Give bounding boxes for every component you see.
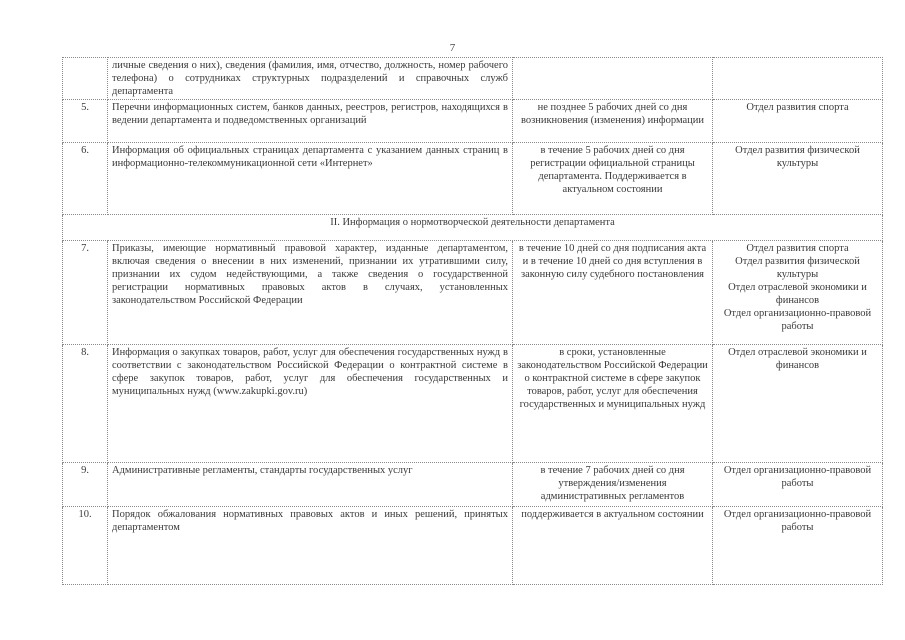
info-cell: Приказы, имеющие нормативный правовой характер, изданные департаментом, включая сведения о внесении в них изменений, признании их утратившими силу, признании их судом недействующими, а также сведения о государственной регистрации нормативных правовых актов в случаях, установленных законодательством Российской Федерации: [108, 241, 513, 345]
responsible-cell: [713, 58, 883, 100]
info-cell: Порядок обжалования нормативных правовых актов и иных решений, принятых департаментом: [108, 507, 513, 585]
deadline-cell: поддерживается в актуальном состоянии: [513, 507, 713, 585]
table-row: [63, 241, 883, 345]
table-row: [63, 143, 883, 215]
responsible-cell: Отдел развития спорта: [713, 100, 883, 143]
deadline-cell: не позднее 5 рабочих дней со дня возникновения (изменения) информации: [513, 100, 713, 143]
section-heading: II. Информация о нормотворческой деятельности департамента: [63, 215, 883, 241]
disclosure-table: [62, 57, 883, 585]
info-cell: личные сведения о них), сведения (фамилия, имя, отчество, должность, номер рабочего телефона) о сотрудниках структурных подразделений и справочных служб департамента: [108, 58, 513, 100]
row-number: [63, 58, 108, 100]
info-cell: Информация о закупках товаров, работ, услуг для обеспечения государственных нужд в соответствии с законодательством Российской Федерации о контрактной системе в сфере закупок товаров, работ, услуг для обеспечения государственных и муниципальных нужд (www.zakupki.gov.ru): [108, 345, 513, 463]
table-row: [63, 100, 883, 143]
deadline-cell: в течение 10 дней со дня подписания акта и в течение 10 дней со дня вступления в законную силу судебного постановления: [513, 241, 713, 345]
deadline-cell: [513, 58, 713, 100]
info-cell: Перечни информационных систем, банков данных, реестров, регистров, находящихся в ведении департамента и подведомственных организаций: [108, 100, 513, 143]
row-number: 5.: [63, 100, 108, 143]
row-number: 10.: [63, 507, 108, 585]
row-number: 6.: [63, 143, 108, 215]
section-row: [63, 215, 883, 241]
table-row: [63, 58, 883, 100]
deadline-cell: в течение 7 рабочих дней со дня утверждения/изменения административных регламентов: [513, 463, 713, 507]
responsible-cell: Отдел организационно-правовой работы: [713, 507, 883, 585]
row-number: 9.: [63, 463, 108, 507]
info-cell: Информация об официальных страницах департамента с указанием данных страниц в информационно-телекоммуникационной сети «Интернет»: [108, 143, 513, 215]
responsible-cell: Отдел развития спорта Отдел развития физической культуры Отдел отраслевой экономики и финансов Отдел организационно-правовой работы: [713, 241, 883, 345]
responsible-cell: Отдел отраслевой экономики и финансов: [713, 345, 883, 463]
table-row: [63, 345, 883, 463]
table-row: [63, 507, 883, 585]
responsible-cell: Отдел организационно-правовой работы: [713, 463, 883, 507]
responsible-cell: Отдел развития физической культуры: [713, 143, 883, 215]
row-number: 8.: [63, 345, 108, 463]
deadline-cell: в течение 5 рабочих дней со дня регистрации официальной страницы департамента. Поддерживается в актуальном состоянии: [513, 143, 713, 215]
deadline-cell: в сроки, установленные законодательством Российской Федерации о контрактной системе в сфере закупок товаров, работ, услуг для обеспечения государственных и муниципальных нужд: [513, 345, 713, 463]
info-cell: Административные регламенты, стандарты государственных услуг: [108, 463, 513, 507]
table-row: [63, 463, 883, 507]
page-number: 7: [449, 42, 456, 54]
row-number: 7.: [63, 241, 108, 345]
